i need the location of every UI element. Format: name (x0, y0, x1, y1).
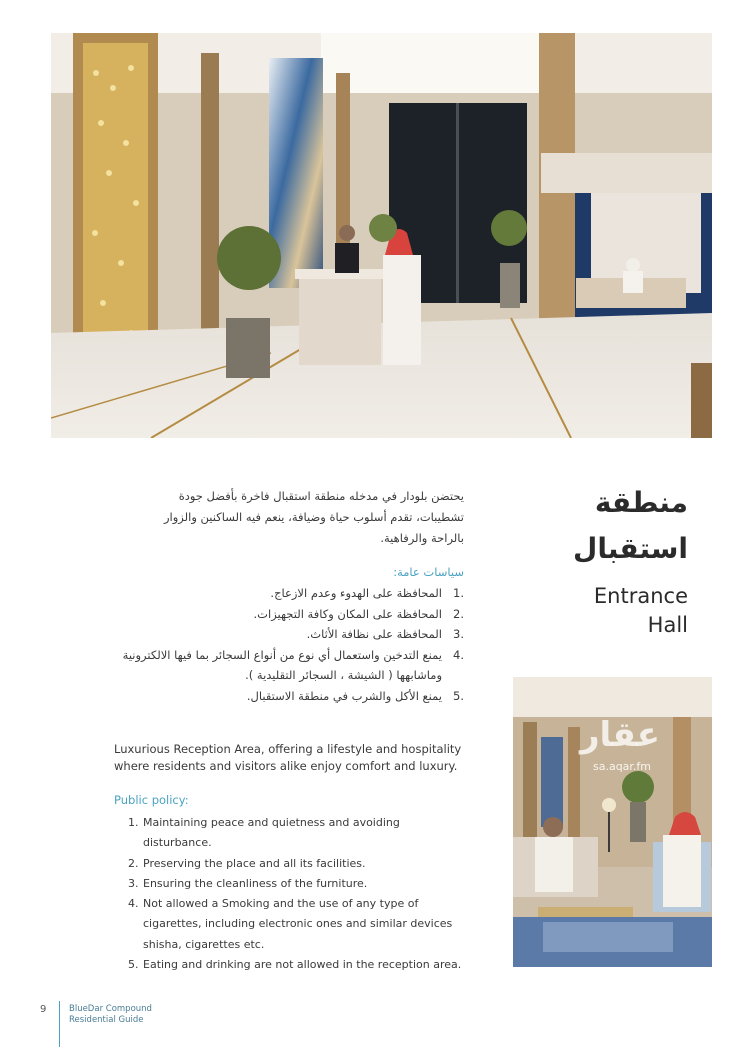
title-english-line2: Hall (647, 613, 688, 637)
list-item-number: .3 (453, 627, 464, 641)
section-title-english (528, 582, 688, 640)
list-item-text: يمنع الأكل والشرب في منطقة الاستقبال. (246, 688, 442, 703)
english-intro-paragraph: Luxurious Reception Area, offering a lifestyle and hospitality where residents and visitors alike enjoy comfort and luxury. (114, 742, 462, 773)
list-item-text: Preserving the place and all its facilities. (143, 856, 366, 870)
list-item-number: 4. (128, 897, 139, 911)
list-item-text: Not allowed a Smoking and the use of any type of cigarettes, including electronic ones and similar devices shisha, cigarettes etc. (143, 897, 453, 951)
title-arabic-line1: منطقة (594, 486, 688, 519)
english-policy-heading: Public policy: (114, 793, 189, 807)
list-item (112, 604, 464, 625)
list-item-text: المحافظة على الهدوء وعدم الازعاج. (270, 586, 442, 600)
list-item (112, 686, 464, 707)
list-item (128, 874, 468, 894)
list-item-number: 5. (128, 958, 139, 972)
list-item-text: يمنع التدخين واستعمال أي نوع من أنواع السجائر بما فيها الالكترونية وماشابهها ( الشيشة ، السجائر التقليدية ). (122, 647, 442, 682)
arabic-intro-line: تشطيبات، تقدم أسلوب حياة وضيافة، ينعم فيه الساكنين والزوار (163, 510, 464, 524)
arabic-intro-paragraph (112, 486, 464, 549)
list-item (128, 955, 468, 975)
list-item (112, 624, 464, 645)
english-policy-list (128, 813, 468, 975)
arabic-policy-list (112, 583, 464, 706)
footer-line1: BlueDar Compound (69, 1004, 152, 1014)
list-item (128, 894, 468, 955)
list-item-text: Eating and drinking are not allowed in the reception area. (143, 958, 462, 972)
list-item-text: Maintaining peace and quietness and avoiding disturbance. (143, 816, 400, 850)
footer-divider (59, 1001, 60, 1047)
arabic-intro-line: يحتضن بلودار في مدخله منطقة استقبال فاخرة بأفضل جودة (178, 489, 464, 503)
list-item-number: .5 (453, 688, 464, 703)
list-item-number: 2. (128, 856, 139, 870)
list-item (112, 645, 464, 686)
list-item-number: .4 (453, 647, 464, 662)
list-item (112, 583, 464, 604)
list-item (128, 854, 468, 874)
list-item-number: 3. (128, 876, 139, 890)
hero-photo-reception-lobby (51, 33, 712, 438)
title-arabic-line2: استقبال (573, 532, 688, 565)
footer-line2: Residential Guide (69, 1015, 144, 1025)
arabic-intro-line: بالراحة والرفاهية. (380, 531, 464, 545)
page-number: 9 (40, 1004, 47, 1015)
footer-guide-title (69, 1004, 152, 1026)
list-item-text: Ensuring the cleanliness of the furniture. (143, 876, 368, 890)
list-item-text: المحافظة على المكان وكافة التجهيزات. (253, 606, 442, 621)
list-item-number: 1. (128, 816, 139, 829)
arabic-policy-heading: سياسات عامة: (393, 565, 464, 579)
watermark-logo: عقار (579, 715, 661, 755)
list-item-number: .1 (453, 586, 464, 600)
list-item-number: .2 (453, 606, 464, 621)
lounge-photo (513, 677, 712, 967)
title-english-line1: Entrance (593, 584, 688, 608)
list-item (128, 813, 468, 854)
watermark-site: sa.aqar.fm (592, 760, 652, 773)
list-item-text: المحافظة على نظافة الأثاث. (306, 627, 442, 641)
section-title-arabic (548, 480, 688, 572)
